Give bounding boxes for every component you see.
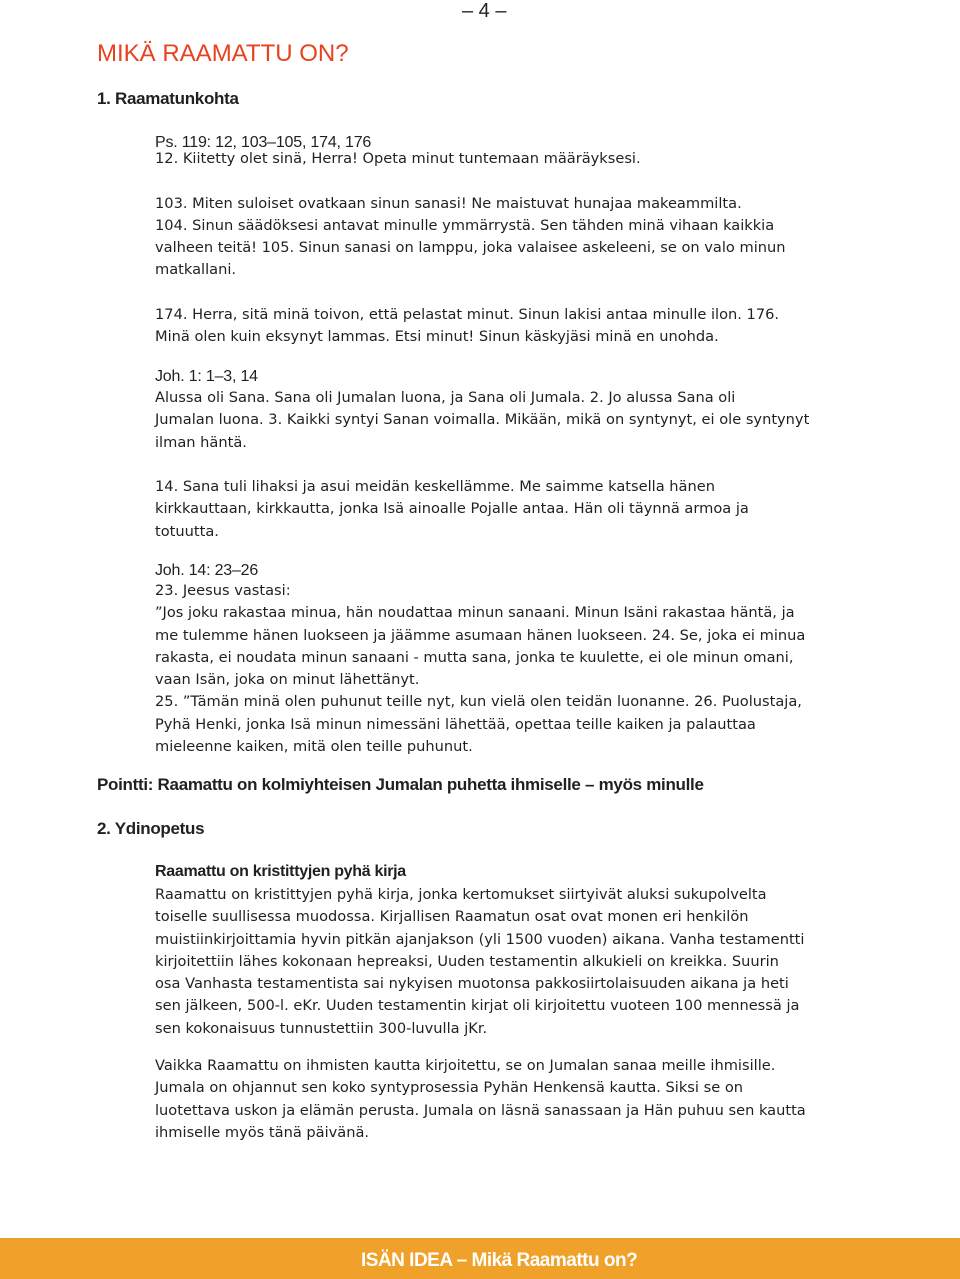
text-line: muistiinkirjoittamia hyvin pitkän ajanjakson (yli 1500 vuoden) aikana. Vanha testamentti bbox=[155, 930, 805, 948]
text-line: valheen teitä! 105. Sinun sanasi on lamppu, joka valaisee askeleeni, se on valo minun bbox=[155, 239, 786, 257]
section-heading-ydinopetus: 2. Ydinopetus bbox=[97, 819, 205, 838]
text-line: totuutta. bbox=[155, 522, 219, 540]
text-line: 25. ”Tämän minä olen puhunut teille nyt, kun vielä olen teidän luonanne. 26. Puolustaja, bbox=[155, 693, 802, 711]
text-line bbox=[155, 170, 786, 192]
text-line: Vaikka Raamattu on ihmisten kautta kirjoitettu, se on Jumalan sanaa meille ihmisille. bbox=[155, 1057, 776, 1074]
text-line: kirkkauttaan, kirkkautta, jonka Isä ainoalle Pojalle antaa. Hän oli täynnä armoa ja bbox=[155, 500, 749, 518]
scripture-text-ps bbox=[155, 148, 786, 349]
text-line: ihmiselle myös tänä päivänä. bbox=[155, 1123, 370, 1141]
text-line: Raamattu on kristittyjen pyhä kirja, jonka kertomukset siirtyivät aluksi sukupolvelta bbox=[155, 886, 767, 903]
page-number: – 4 – bbox=[462, 0, 507, 22]
text-line: osa Vanhasta testamentista sai nykyisen muotonsa pakkosiirtolaisuuden aikana ja heti bbox=[155, 975, 789, 993]
scripture-reference-joh1: Joh. 1: 1–3, 14 bbox=[155, 368, 258, 385]
text-line: matkallani. bbox=[155, 261, 237, 279]
text-line: 174. Herra, sitä minä toivon, että pelastat minut. Sinun lakisi antaa minulle ilon. 176. bbox=[155, 306, 780, 324]
scripture-text-joh14 bbox=[155, 580, 805, 758]
page-title: MIKÄ RAAMATTU ON? bbox=[97, 40, 349, 67]
text-line: Alussa oli Sana. Sana oli Jumalan luona, ja Sana oli Jumala. 2. Jo alussa Sana oli bbox=[155, 389, 736, 406]
paragraph-1 bbox=[155, 884, 804, 1040]
text-line bbox=[155, 454, 809, 476]
text-line: kirjoitettiin lähes kokonaan hepreaksi, Uuden testamentin alkukieli on kreikka. Suurin bbox=[155, 952, 779, 970]
paragraph-2 bbox=[155, 1055, 806, 1144]
subheading: Raamattu on kristittyjen pyhä kirja bbox=[155, 863, 406, 880]
section-heading-raamatunkohta: 1. Raamatunkohta bbox=[97, 89, 239, 108]
text-line: Minä olen kuin eksynyt lammas. Etsi minut! Sinun käskyjäsi minä en unohda. bbox=[155, 328, 719, 346]
text-line: Pyhä Henki, jonka Isä minun nimessäni lähettää, opettaa teille kaiken ja palauttaa bbox=[155, 715, 756, 733]
text-line: 12. Kiitetty olet sinä, Herra! Opeta minut tuntemaan määräyksesi. bbox=[155, 150, 641, 167]
text-line: 104. Sinun säädöksesi antavat minulle ymmärrystä. Sen tähden minä vihaan kaikkia bbox=[155, 216, 775, 234]
text-line: mieleenne kaiken, mitä olen teille puhunut. bbox=[155, 738, 473, 756]
text-line bbox=[155, 282, 786, 304]
footer-title: ISÄN IDEA – Mikä Raamattu on? bbox=[361, 1250, 638, 1271]
text-line: 23. Jeesus vastasi: bbox=[155, 582, 291, 599]
text-line: ilman häntä. bbox=[155, 433, 247, 451]
text-line: ”Jos joku rakastaa minua, hän noudattaa minun sanaani. Minun Isäni rakastaa häntä, ja bbox=[155, 604, 795, 622]
pointti-summary: Pointti: Raamattu on kolmiyhteisen Jumalan puhetta ihmiselle – myös minulle bbox=[97, 775, 704, 794]
scripture-text-joh1 bbox=[155, 387, 809, 543]
text-line: 103. Miten suloiset ovatkaan sinun sanasi! Ne maistuvat hunajaa makeammilta. bbox=[155, 194, 742, 212]
text-line: 14. Sana tuli lihaksi ja asui meidän keskellämme. Me saimme katsella hänen bbox=[155, 478, 715, 496]
scripture-reference-ps: Ps. 119: 12, 103–105, 174, 176 bbox=[155, 134, 372, 151]
text-line: toiselle suullisessa muodossa. Kirjallisen Raamatun osat ovat monen eri henkilön bbox=[155, 908, 749, 926]
text-line: vaan Isän, joka on minut lähettänyt. bbox=[155, 671, 420, 689]
text-line: Jumala on ohjannut sen koko syntyprosessia Pyhän Henkensä kautta. Siksi se on bbox=[155, 1079, 744, 1097]
text-line: me tulemme hänen luokseen ja jäämme asumaan hänen luokseen. 24. Se, joka ei minua bbox=[155, 626, 806, 644]
text-line: sen kokonaisuus tunnustettiin 300-luvulla jKr. bbox=[155, 1019, 488, 1037]
scripture-reference-joh14: Joh. 14: 23–26 bbox=[155, 562, 259, 579]
text-line: Jumalan luona. 3. Kaikki syntyi Sanan voimalla. Mikään, mikä on syntynyt, ei ole syntynyt bbox=[155, 411, 810, 429]
text-line: rakasta, ei noudata minun sanaani - mutta sana, jonka te kuulette, ei ole minun omani, bbox=[155, 648, 794, 666]
text-line: luotettava uskon ja elämän perusta. Jumala on läsnä sanassaan ja Hän puhuu sen kautta bbox=[155, 1101, 806, 1119]
text-line: sen jälkeen, 500-l. eKr. Uuden testamentin kirjat oli kirjoitettu vuoteen 100 mennessä ja bbox=[155, 997, 800, 1015]
